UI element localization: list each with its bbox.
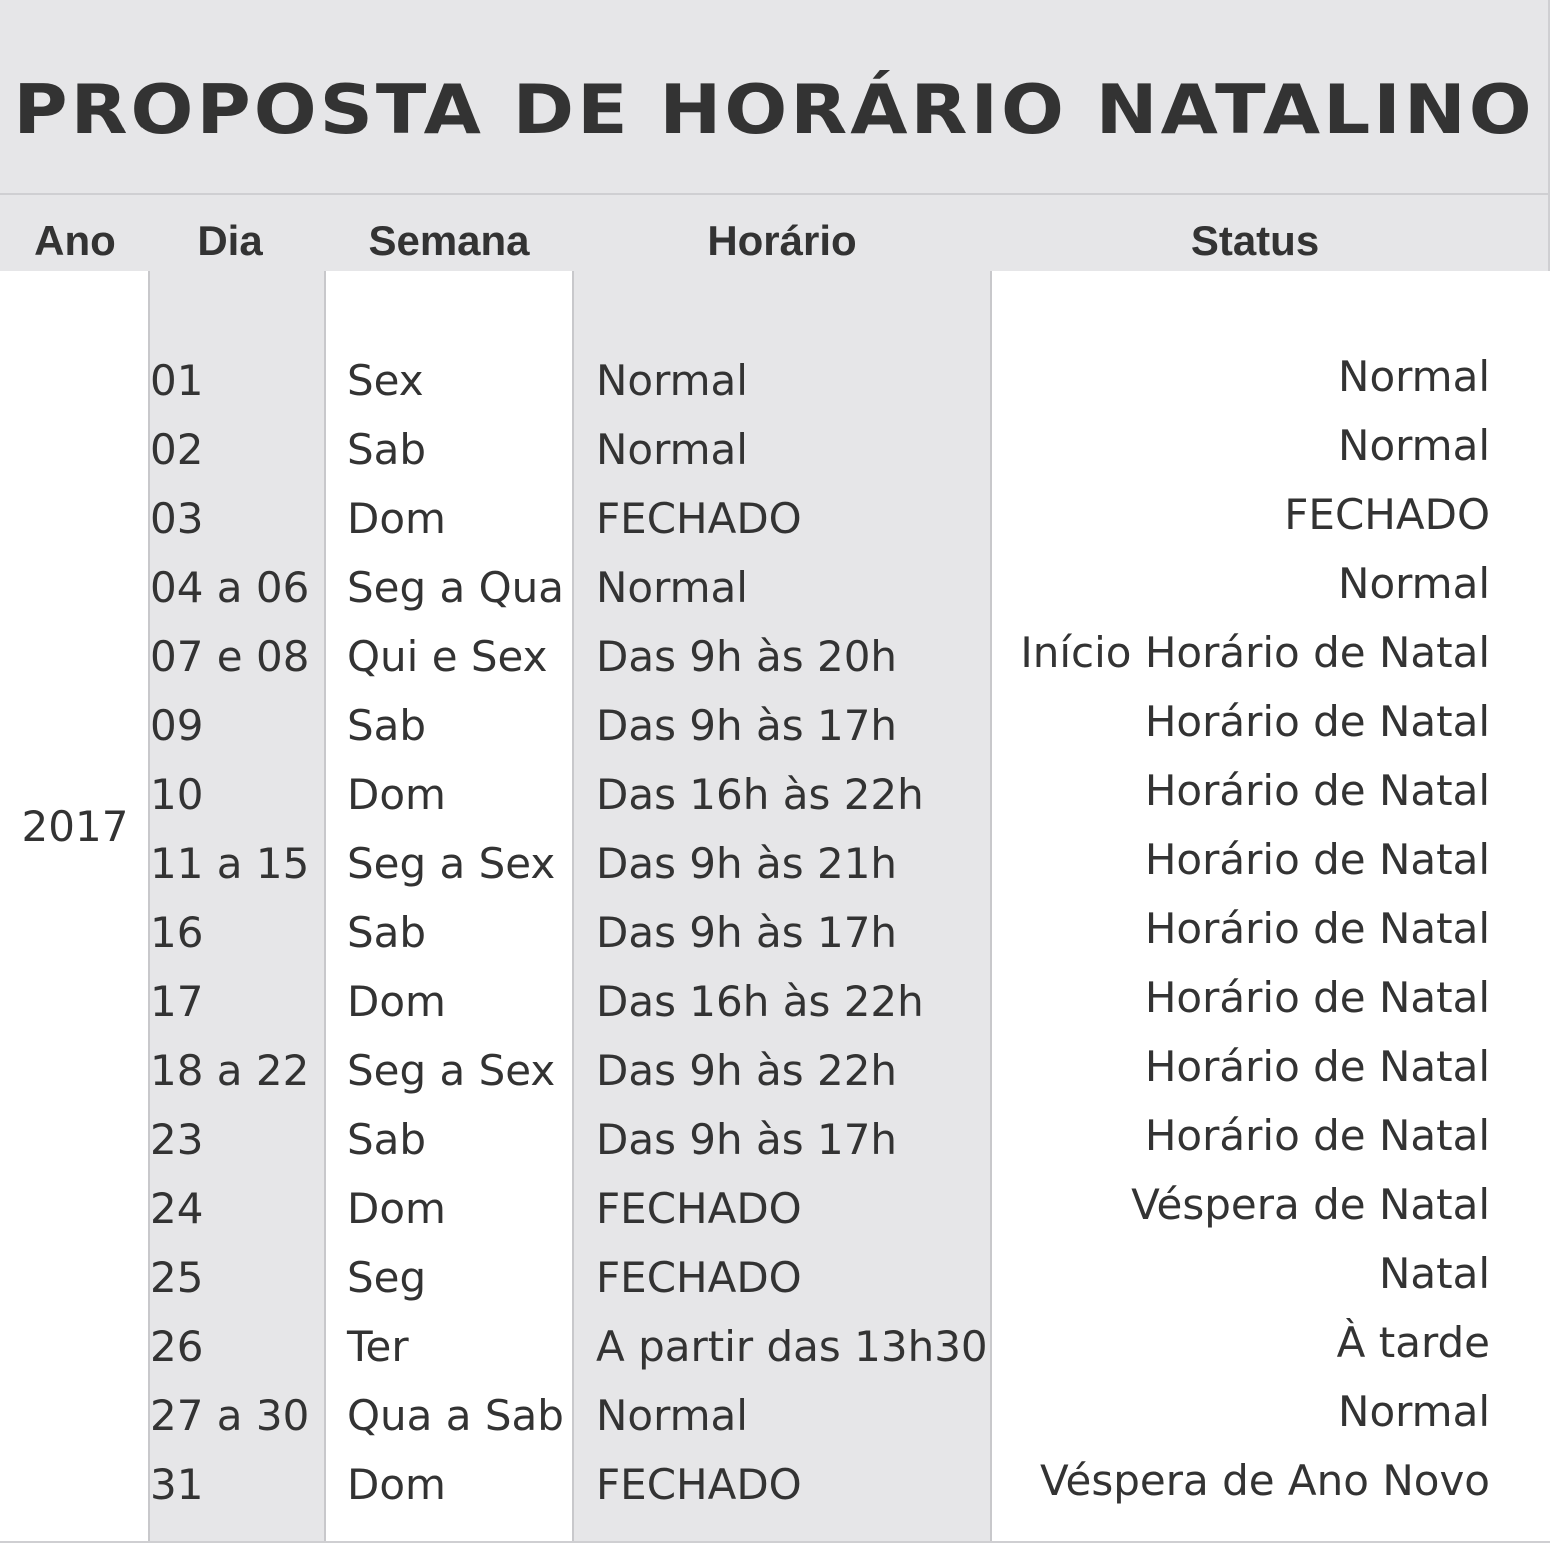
status-cell: À tarde bbox=[1336, 1318, 1490, 1367]
horario-cell: FECHADO bbox=[596, 494, 802, 543]
dia-cell: 24 bbox=[150, 1184, 204, 1233]
dia-cell: 26 bbox=[150, 1322, 204, 1371]
horario-cell: Das 16h às 22h bbox=[596, 770, 924, 819]
table-row bbox=[0, 1383, 1548, 1452]
semana-cell: Sab bbox=[347, 1115, 427, 1164]
table-row bbox=[0, 969, 1548, 1038]
dia-cell: 17 bbox=[150, 977, 204, 1026]
status-cell: Horário de Natal bbox=[1144, 1042, 1490, 1091]
horario-cell: Das 16h às 22h bbox=[596, 977, 924, 1026]
table-row bbox=[0, 1176, 1548, 1245]
horario-cell: FECHADO bbox=[596, 1460, 802, 1509]
semana-cell: Qua a Sab bbox=[347, 1391, 564, 1440]
semana-cell: Sab bbox=[347, 908, 427, 957]
dia-cell: 25 bbox=[150, 1253, 204, 1302]
horario-cell: Das 9h às 22h bbox=[596, 1046, 898, 1095]
table-row bbox=[0, 900, 1548, 969]
dia-cell: 02 bbox=[150, 425, 204, 474]
status-cell: Horário de Natal bbox=[1144, 697, 1490, 746]
horario-cell: Normal bbox=[596, 1391, 748, 1440]
table-row bbox=[0, 762, 1548, 831]
dia-cell: 18 a 22 bbox=[150, 1046, 310, 1095]
table-row bbox=[0, 693, 1548, 762]
dia-cell: 27 a 30 bbox=[150, 1391, 310, 1440]
status-cell: Horário de Natal bbox=[1144, 766, 1490, 815]
status-cell: Horário de Natal bbox=[1144, 1111, 1490, 1160]
header-semana: Semana bbox=[368, 217, 530, 264]
year-cell: 2017 bbox=[21, 802, 129, 851]
status-cell: Véspera de Natal bbox=[1131, 1180, 1490, 1229]
page-title: PROPOSTA DE HORÁRIO NATALINO bbox=[13, 69, 1535, 150]
status-cell: Natal bbox=[1378, 1249, 1490, 1298]
horario-cell: Das 9h às 20h bbox=[596, 632, 898, 681]
horario-cell: Normal bbox=[596, 425, 748, 474]
horario-cell: Normal bbox=[596, 563, 748, 612]
dia-cell: 01 bbox=[150, 356, 204, 405]
table-row bbox=[0, 555, 1548, 624]
horario-cell: Normal bbox=[596, 356, 748, 405]
table-row bbox=[0, 486, 1548, 555]
semana-cell: Ter bbox=[347, 1322, 409, 1371]
horario-cell: FECHADO bbox=[596, 1253, 802, 1302]
status-cell: Normal bbox=[1338, 559, 1490, 608]
horario-cell: Das 9h às 17h bbox=[596, 701, 898, 750]
header-ano: Ano bbox=[34, 217, 116, 264]
table-row bbox=[0, 624, 1548, 693]
semana-cell: Sex bbox=[347, 356, 424, 405]
table-row bbox=[0, 417, 1548, 486]
schedule-rows bbox=[0, 348, 1548, 1521]
dia-cell: 10 bbox=[150, 770, 204, 819]
dia-cell: 16 bbox=[150, 908, 204, 957]
dia-cell: 09 bbox=[150, 701, 204, 750]
horario-cell: Das 9h às 21h bbox=[596, 839, 898, 888]
semana-cell: Seg a Sex bbox=[347, 1046, 556, 1095]
header-status: Status bbox=[1190, 217, 1320, 264]
dia-cell: 23 bbox=[150, 1115, 204, 1164]
horario-cell: Das 9h às 17h bbox=[596, 1115, 898, 1164]
semana-cell: Sab bbox=[347, 425, 427, 474]
dia-cell: 04 a 06 bbox=[150, 563, 310, 612]
table-row bbox=[0, 1107, 1548, 1176]
status-cell: Normal bbox=[1338, 1387, 1490, 1436]
dia-cell: 31 bbox=[150, 1460, 204, 1509]
status-cell: Horário de Natal bbox=[1144, 835, 1490, 884]
status-cell: Início Horário de Natal bbox=[1020, 628, 1490, 677]
dia-cell: 03 bbox=[150, 494, 204, 543]
status-cell: Horário de Natal bbox=[1144, 904, 1490, 953]
header-horario: Horário bbox=[707, 217, 857, 264]
semana-cell: Seg a Sex bbox=[347, 839, 556, 888]
semana-cell: Dom bbox=[347, 494, 446, 543]
header-dia: Dia bbox=[197, 217, 263, 264]
horario-cell: FECHADO bbox=[596, 1184, 802, 1233]
semana-cell: Dom bbox=[347, 1184, 446, 1233]
table-row bbox=[0, 831, 1548, 900]
semana-cell: Seg bbox=[347, 1253, 427, 1302]
semana-cell: Dom bbox=[347, 977, 446, 1026]
status-cell: Normal bbox=[1338, 421, 1490, 470]
table-row bbox=[0, 1314, 1548, 1383]
table-row bbox=[0, 1245, 1548, 1314]
table-row bbox=[0, 348, 1548, 417]
dia-cell: 11 a 15 bbox=[150, 839, 310, 888]
semana-cell: Dom bbox=[347, 1460, 446, 1509]
status-cell: FECHADO bbox=[1284, 490, 1490, 539]
semana-cell: Dom bbox=[347, 770, 446, 819]
status-cell: Véspera de Ano Novo bbox=[1040, 1456, 1490, 1505]
table-row bbox=[0, 1452, 1548, 1521]
status-cell: Normal bbox=[1338, 352, 1490, 401]
dia-cell: 07 e 08 bbox=[150, 632, 310, 681]
table-row bbox=[0, 1038, 1548, 1107]
semana-cell: Seg a Qua bbox=[347, 563, 565, 612]
semana-cell: Qui e Sex bbox=[347, 632, 548, 681]
horario-cell: Das 9h às 17h bbox=[596, 908, 898, 957]
semana-cell: Sab bbox=[347, 701, 427, 750]
status-cell: Horário de Natal bbox=[1144, 973, 1490, 1022]
title-band bbox=[0, 0, 1548, 195]
horario-cell: A partir das 13h30 bbox=[596, 1322, 988, 1371]
table-header bbox=[0, 195, 1548, 273]
